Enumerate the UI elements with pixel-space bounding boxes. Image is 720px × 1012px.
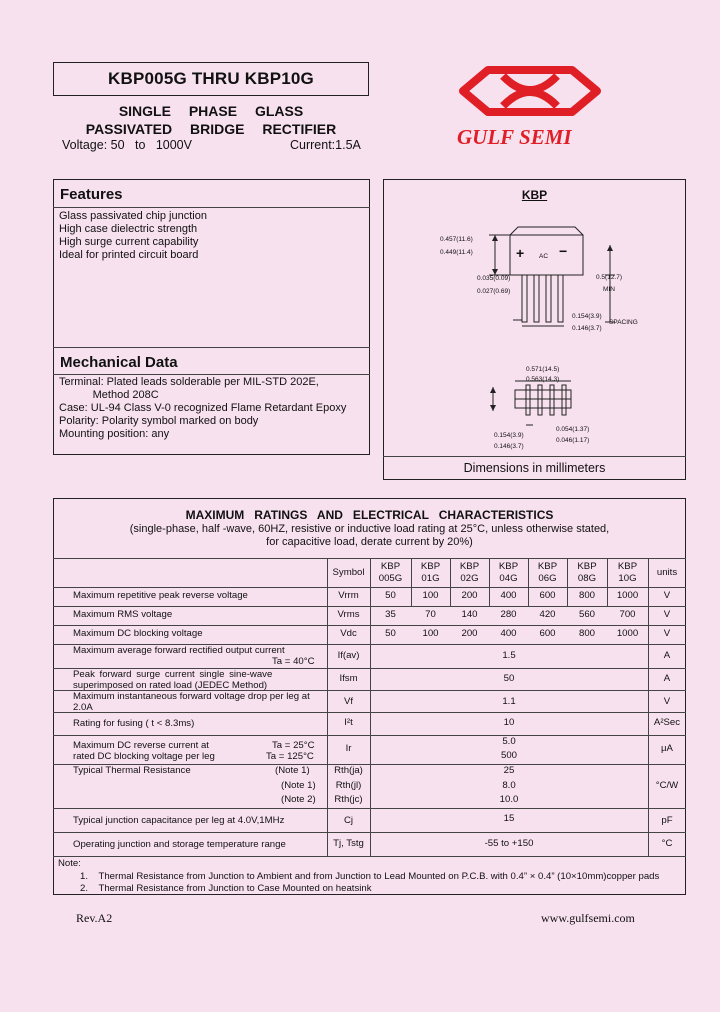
row-value: 140 [461,609,478,620]
row-label: superimposed on rated load (JEDEC Method) [73,680,268,691]
dim-spacing-label: SPACING [609,319,638,326]
row-symbol: Vdc [340,628,357,639]
row-unit: °C/W [655,780,679,791]
row-value: 70 [425,609,436,620]
page-title: KBP005G THRU KBP10G [108,69,314,88]
row-label: Operating junction and storage temperature range [73,839,286,850]
row-label: Typical Thermal Resistance [73,765,191,776]
row-unit: μA [661,743,673,754]
title-box [53,62,369,96]
row-value: 1.1 [502,696,516,707]
dim-lead-length-min: MIN [603,286,615,293]
table-rule [648,558,649,856]
row-note: (Note 1) [281,780,316,791]
header-col: KBP 04G [498,561,519,584]
row-unit: A [663,673,671,684]
dim-spacing-max: 0.154(3.9) [572,313,602,320]
dim-pin-min: 0.046(1.17) [556,437,590,444]
row-unit: °C [661,838,673,849]
header-col: KBP 06G [537,561,558,584]
row-unit: pF [661,815,673,826]
row-value: 500 [500,750,517,761]
features-list [59,210,207,262]
dim-thickness-min: 0.146(3.7) [494,443,524,450]
row-note: (Note 2) [281,794,316,805]
row-label: Maximum DC blocking voltage [73,628,203,639]
row-value: 35 [385,609,396,620]
row-unit: V [663,590,671,601]
row-value: 10.0 [499,794,519,805]
row-label: Typical junction capacitance per leg at 4.0V,1MHz [73,815,285,826]
header-col: KBP 10G [617,561,638,584]
list-item: Ideal for printed circuit board [59,249,199,261]
row-symbol: Rth(jc) [334,794,363,805]
divider [53,207,370,208]
package-title: KBP [521,188,548,202]
row-symbol: Ifsm [339,673,358,684]
list-item: High case dielectric strength [59,223,198,235]
subtitle-line2: PASSIVATED BRIDGE RECTIFIER [85,121,337,137]
dimensions-caption: Dimensions in millimeters [463,461,606,475]
row-value: 50 [385,628,396,639]
dim-height-min: 0.449(11.4) [440,249,473,256]
row-value: 200 [461,628,478,639]
row-symbol: Vf [343,696,354,707]
row-condition: Ta = 40°C [272,656,315,667]
voltage-rating: Voltage: 50 to 1000V [62,138,192,152]
list-item: Terminal: Plated leads solderable per MIL-STD 202E, [59,376,319,388]
row-value: 100 [422,590,439,601]
note-item: 1. Thermal Resistance from Junction to Ambient and from Junction to Lead Mounted on P.C.B. with 0.4” × 0.4” (10×10mm)copper pads [80,871,660,882]
row-label: Maximum average forward rectified output current [73,645,285,656]
dim-length-min: 0.563(14.3) [526,376,560,383]
row-label: Rating for fusing ( t < 8.3ms) [73,718,195,729]
row-value: 420 [539,609,556,620]
website-link[interactable]: www.gulfsemi.com [541,911,635,925]
row-unit: V [663,609,671,620]
row-value: 1.5 [502,650,516,661]
revision: Rev.A2 [76,911,113,925]
divider [383,456,686,457]
row-value: 1000 [616,590,639,601]
row-value: 800 [578,590,595,601]
row-value: 600 [539,590,556,601]
package-outline-drawing [383,205,686,455]
row-value: 400 [500,628,517,639]
row-value: 15 [503,813,515,824]
ratings-title: MAXIMUM RATINGS AND ELECTRICAL CHARACTERISTICS [185,508,554,522]
row-value: 50 [503,673,515,684]
mechanical-heading: Mechanical Data [60,354,178,371]
row-value: 5.0 [502,736,516,747]
header-col: KBP 08G [577,561,597,584]
row-label: Maximum DC reverse current at [73,740,209,751]
table-rule [327,558,328,856]
features-heading: Features [60,186,123,203]
dim-lead-width-min: 0.027(0.69) [477,288,511,295]
gulf-semi-logo-icon [455,62,605,120]
row-value: 560 [578,609,595,620]
header-col: KBP 01G [420,561,441,584]
row-symbol: Cj [343,815,354,826]
row-unit: V [663,696,671,707]
row-unit: V [663,628,671,639]
row-value: 280 [500,609,517,620]
dim-pin-max: 0.054(1.37) [556,426,590,433]
row-value: 10 [503,717,515,728]
row-value: 100 [422,628,439,639]
row-symbol: Vrms [337,609,360,620]
list-item: Glass passivated chip junction [59,210,207,222]
ratings-note1: (single-phase, half -wave, 60HZ, resistive or inductive load rating at 25°C, unless otherwise stated, [129,523,610,535]
header-symbol: Symbol [332,567,365,578]
row-value: 1000 [616,628,639,639]
header-col: KBP 005G [378,561,403,584]
row-label: Maximum RMS voltage [73,609,173,620]
divider [53,374,370,375]
row-value: 8.0 [502,780,516,791]
row-value: 50 [385,590,396,601]
dim-length-max: 0.571(14.5) [526,366,560,373]
brand-logo [455,62,605,152]
row-label: Maximum instantaneous forward voltage drop per leg at [73,691,310,702]
dim-lead-length: 0.5(12.7) [596,274,623,281]
row-symbol: Rth(ja) [334,765,363,776]
row-symbol: Tj, Tstg [333,838,364,849]
ac-terminal-label: AC [539,253,549,260]
row-note: (Note 1) [275,765,310,776]
row-unit: A²Sec [653,717,681,728]
table-rule [370,558,371,856]
row-value: 700 [619,609,636,620]
note-item: 2. Thermal Resistance from Junction to Case Mounted on heatsink [80,883,372,894]
row-symbol: I²t [344,717,353,728]
notes-heading: Note: [58,858,81,869]
mechanical-list [59,376,346,441]
list-item: Case: UL-94 Class V-0 recognized Flame Retardant Epoxy [59,402,347,414]
row-value: 600 [539,628,556,639]
row-symbol: If(av) [337,650,360,661]
row-symbol: Vrrm [338,590,359,601]
minus-terminal-label: − [559,243,568,259]
dim-thickness-max: 0.154(3.9) [494,432,524,439]
list-item: Method 208C [59,389,159,401]
dim-spacing-min: 0.146(3.7) [572,325,602,332]
header-units: units [656,567,678,578]
dim-height-max: 0.457(11.6) [440,236,473,243]
list-item: High surge current capability [59,236,199,248]
dim-lead-width-max: 0.035(0.09) [477,275,511,282]
list-item: Polarity: Polarity symbol marked on body [59,415,259,427]
row-symbol: Ir [345,743,352,754]
row-label: 2.0A [73,702,93,713]
row-value: 800 [578,628,595,639]
subtitle-line1: SINGLE PHASE GLASS [118,103,304,119]
row-value: 400 [500,590,517,601]
row-label: rated DC blocking voltage per leg [73,751,215,762]
ratings-note2: for capacitive load, derate current by 20%) [266,536,473,548]
plus-terminal-label: + [516,245,525,261]
row-value: -55 to +150 [484,838,534,849]
brand-name: GULF SEMI [457,125,572,149]
row-symbol: Rth(jl) [335,780,362,791]
divider [53,347,370,348]
table-rule [53,856,686,857]
row-condition: Ta = 25°C [272,740,315,751]
row-value: 200 [461,590,478,601]
row-unit: A [663,650,671,661]
list-item: Mounting position: any [59,428,170,440]
row-label: Maximum repetitive peak reverse voltage [73,590,248,601]
row-label: Peak forward surge current single sine-wave [73,669,273,680]
row-condition: Ta = 125°C [266,751,314,762]
row-value: 25 [503,765,515,776]
header-col: KBP 02G [459,561,480,584]
current-rating: Current:1.5A [290,138,361,152]
